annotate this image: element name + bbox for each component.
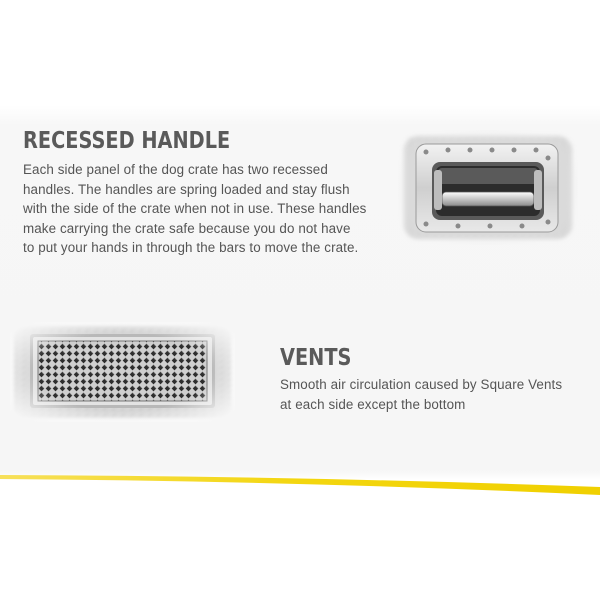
description-line: Smooth air circulation caused by Square Vents [280, 377, 563, 392]
description-line: to put your hands in through the bars to move the crate. [23, 240, 359, 255]
description-line: handles. The handles are spring loaded and stay flush [23, 181, 350, 197]
recessed-handle-photo [398, 130, 578, 245]
description-line: make carrying the crate safe because you do not have [23, 220, 351, 236]
description-line: at each side except the bottom [280, 396, 466, 412]
vents-title: VENTS [280, 345, 352, 371]
vents-description [280, 375, 580, 414]
square-vent-photo [10, 322, 235, 422]
recessed-handle-description [23, 160, 383, 258]
description-line: with the side of the crate when not in use. These handles [23, 201, 367, 216]
description-line: Each side panel of the dog crate has two recessed [23, 162, 328, 177]
recessed-handle-title: RECESSED HANDLE [23, 128, 231, 154]
